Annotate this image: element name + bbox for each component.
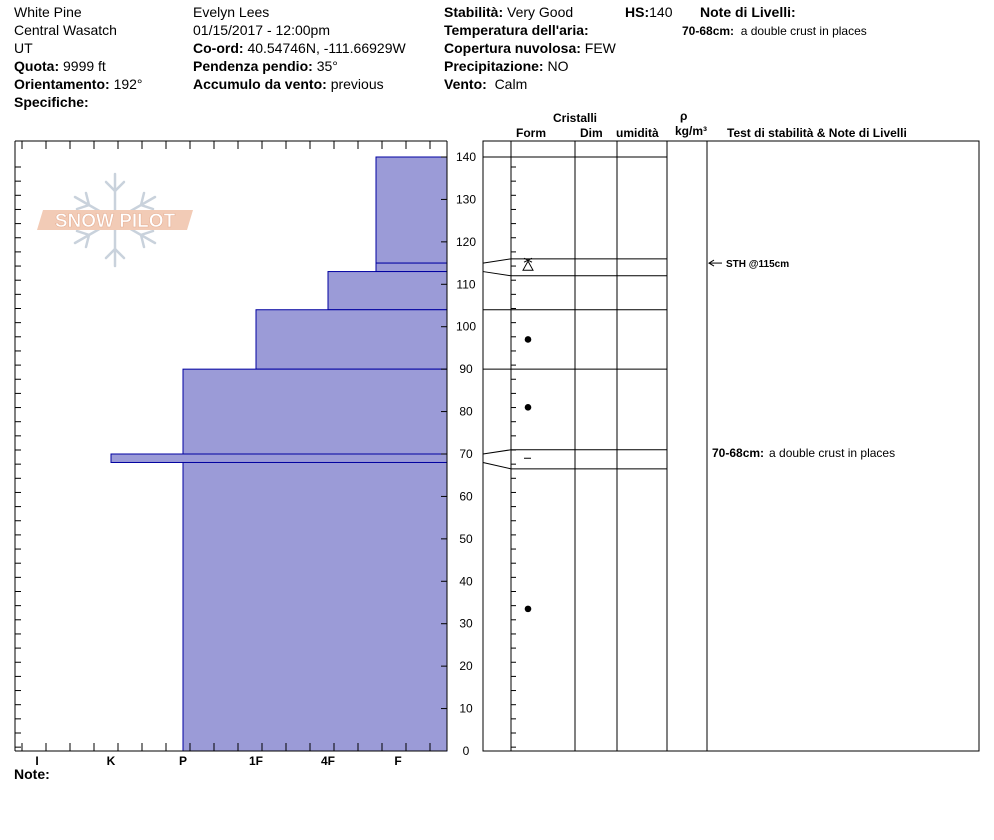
density-unit-header: kg/m³ xyxy=(675,124,708,138)
hardness-tick-label: K xyxy=(106,754,116,768)
rounded-grain-symbol xyxy=(525,404,532,411)
hs-value: 140 xyxy=(649,4,673,20)
observation-datetime: 01/15/2017 - 12:00pm xyxy=(193,22,330,38)
location-name: White Pine xyxy=(14,4,82,20)
precip-value: NO xyxy=(547,58,569,74)
hardness-layers xyxy=(111,157,447,751)
specifics-label: Specifiche: xyxy=(14,94,89,110)
hardness-tick-label: 1F xyxy=(248,754,264,768)
layer-comment xyxy=(712,446,895,460)
boundary-connector xyxy=(483,450,511,454)
annotations xyxy=(709,259,895,460)
precip-label: Precipitazione: xyxy=(444,58,544,74)
boundary-connector xyxy=(483,259,511,263)
stability-test-label: STH @115cm xyxy=(726,259,790,271)
sky-value: FEW xyxy=(584,40,616,56)
depth-tick-label: 100 xyxy=(455,319,477,334)
depth-tick-label: 120 xyxy=(455,234,477,249)
layer-notes-label: Note di Livelli: xyxy=(700,4,796,20)
coord-value: 40.54746N, -111.66929W xyxy=(247,40,406,56)
stability-value: Very Good xyxy=(507,4,574,20)
size-header: Dim xyxy=(580,126,603,140)
coord-label: Co-ord: xyxy=(193,40,244,56)
surface-hoar-triangle xyxy=(523,261,533,270)
layer-comment-text: a double crust in places xyxy=(769,446,896,461)
hardness-layer-bar xyxy=(328,272,447,310)
boundary-connector xyxy=(483,272,511,276)
hardness-layer-bar xyxy=(376,157,447,263)
rounded-grain-symbol xyxy=(525,336,532,343)
observer-name: Evelyn Lees xyxy=(193,4,270,20)
elevation-value: 9999 ft xyxy=(63,58,106,74)
hardness-tick-label: I xyxy=(35,754,39,768)
crystal-symbols xyxy=(523,258,533,612)
depth-tick-label: 50 xyxy=(459,531,473,546)
hardness-tick-label: 4F xyxy=(320,754,336,768)
wind-label: Vento: xyxy=(444,76,487,92)
sky-label: Copertura nuvolosa: xyxy=(444,40,581,56)
hardness-tick-label: F xyxy=(394,754,402,768)
depth-tick-label: 20 xyxy=(459,659,473,674)
moisture-header: umidità xyxy=(616,126,659,140)
hardness-layer-bar xyxy=(183,369,447,454)
form-header: Form xyxy=(516,126,546,140)
range-name: Central Wasatch xyxy=(14,22,117,38)
aspect-label: Orientamento: xyxy=(14,76,110,92)
slope-value: 35° xyxy=(316,58,338,74)
layer-notes-text: a double crust in places xyxy=(740,24,867,38)
depth-tick-label: 60 xyxy=(459,489,473,504)
depth-tick-label: 110 xyxy=(456,277,476,292)
logo-text: SNOW PILOT xyxy=(54,211,176,232)
depth-tick-label: 90 xyxy=(459,362,473,377)
hardness-tick-label: P xyxy=(178,754,188,768)
hs-label: HS: xyxy=(625,4,650,20)
depth-tick-label: 80 xyxy=(459,404,473,419)
depth-tick-label: 40 xyxy=(459,574,473,589)
air-temp-label: Temperatura dell'aria: xyxy=(444,22,589,38)
hardness-layer-bar xyxy=(111,454,447,462)
stability-notes-header: Test di stabilità & Note di Livelli xyxy=(727,126,907,140)
rho-header: ρ xyxy=(680,109,688,123)
depth-tick-label: 10 xyxy=(459,701,473,716)
snowpilot-logo xyxy=(37,174,193,266)
depth-tick-label: 140 xyxy=(455,150,477,164)
elevation-label: Quota: xyxy=(14,58,60,74)
aspect-value: 192° xyxy=(113,76,143,92)
boundary-connector xyxy=(483,462,511,468)
depth-tick-label: 0 xyxy=(462,744,470,758)
rounded-grain-symbol xyxy=(525,606,532,613)
depth-tick-label: 130 xyxy=(455,192,477,207)
stability-label: Stabilità: xyxy=(444,4,504,20)
hardness-layer-bar xyxy=(376,263,447,271)
surface-hoar-symbol xyxy=(523,258,533,270)
layer-notes-depth: 70-68cm: xyxy=(682,24,735,38)
wind-value: Calm xyxy=(494,76,528,92)
hardness-layer-bar xyxy=(183,462,447,751)
depth-tick-label: 30 xyxy=(459,616,473,631)
slope-label: Pendenza pendio: xyxy=(193,58,313,74)
note-label: Note: xyxy=(14,766,50,782)
layer-comment-depth: 70-68cm: xyxy=(712,446,765,461)
wind-loading-value: previous xyxy=(330,76,384,92)
hardness-layer-bar xyxy=(256,310,447,369)
crystals-header: Cristalli xyxy=(553,111,598,125)
depth-tick-label: 70 xyxy=(459,447,473,461)
wind-loading-label: Accumulo da vento: xyxy=(193,76,327,92)
state-name: UT xyxy=(14,40,33,56)
